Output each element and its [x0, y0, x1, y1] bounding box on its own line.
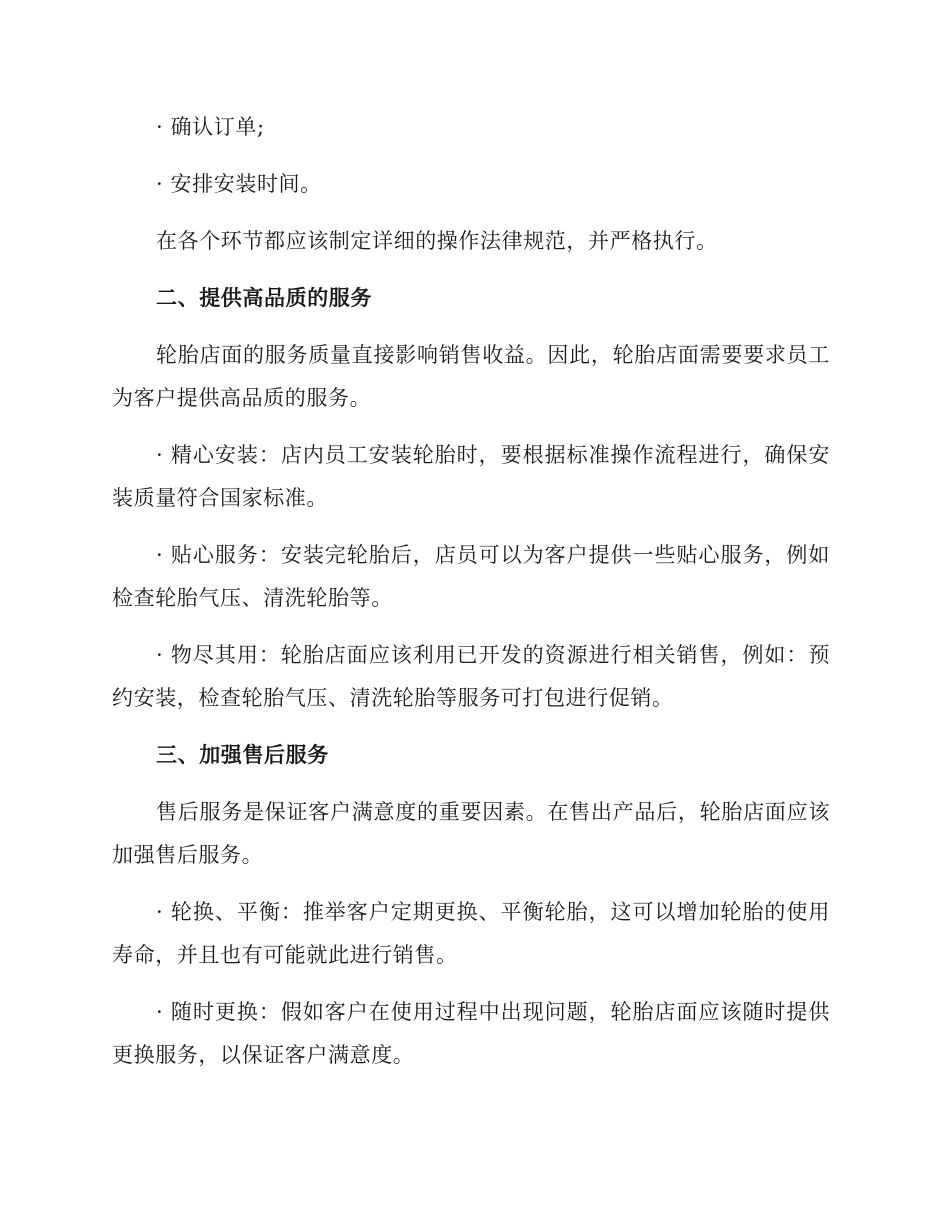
bullet-careful-install: · 精心安装：店内员工安装轮胎时，要根据标准操作流程进行，确保安装质量符合国家标准。 [112, 443, 830, 510]
paragraph-after-sales: 售后服务是保证客户满意度的重要因素。在售出产品后，轮胎店面应该加强售后服务。 [112, 800, 830, 867]
document-body [112, 106, 830, 1091]
bullet-resource-use: · 物尽其用：轮胎店面应该利用已开发的资源进行相关销售，例如：预约安装，检查轮胎气压、清洗轮胎等服务可打包进行促销。 [112, 643, 830, 710]
bullet-rotation-balance: · 轮换、平衡：推举客户定期更换、平衡轮胎，这可以增加轮胎的使用寿命，并且也有可能就此进行销售。 [112, 900, 830, 967]
bullet-replacement: · 随时更换：假如客户在使用过程中出现问题，轮胎店面应该随时提供更换服务，以保证客户满意度。 [112, 1000, 830, 1067]
section-heading-3: 三、加强售后服务 [156, 743, 329, 767]
bullet-schedule-install: · 安排安装时间。 [156, 172, 322, 196]
section-heading-2: 二、提供高品质的服务 [156, 286, 372, 310]
paragraph-service-quality: 轮胎店面的服务质量直接影响销售收益。因此，轮胎店面需要要求员工为客户提供高品质的服务。 [112, 343, 830, 410]
paragraph-procedure: 在各个环节都应该制定详细的操作法律规范，并严格执行。 [156, 229, 718, 253]
bullet-confirm-order: · 确认订单; [156, 115, 265, 139]
bullet-caring-service: · 贴心服务：安装完轮胎后，店员可以为客户提供一些贴心服务，例如检查轮胎气压、清洗轮胎等。 [112, 543, 830, 610]
